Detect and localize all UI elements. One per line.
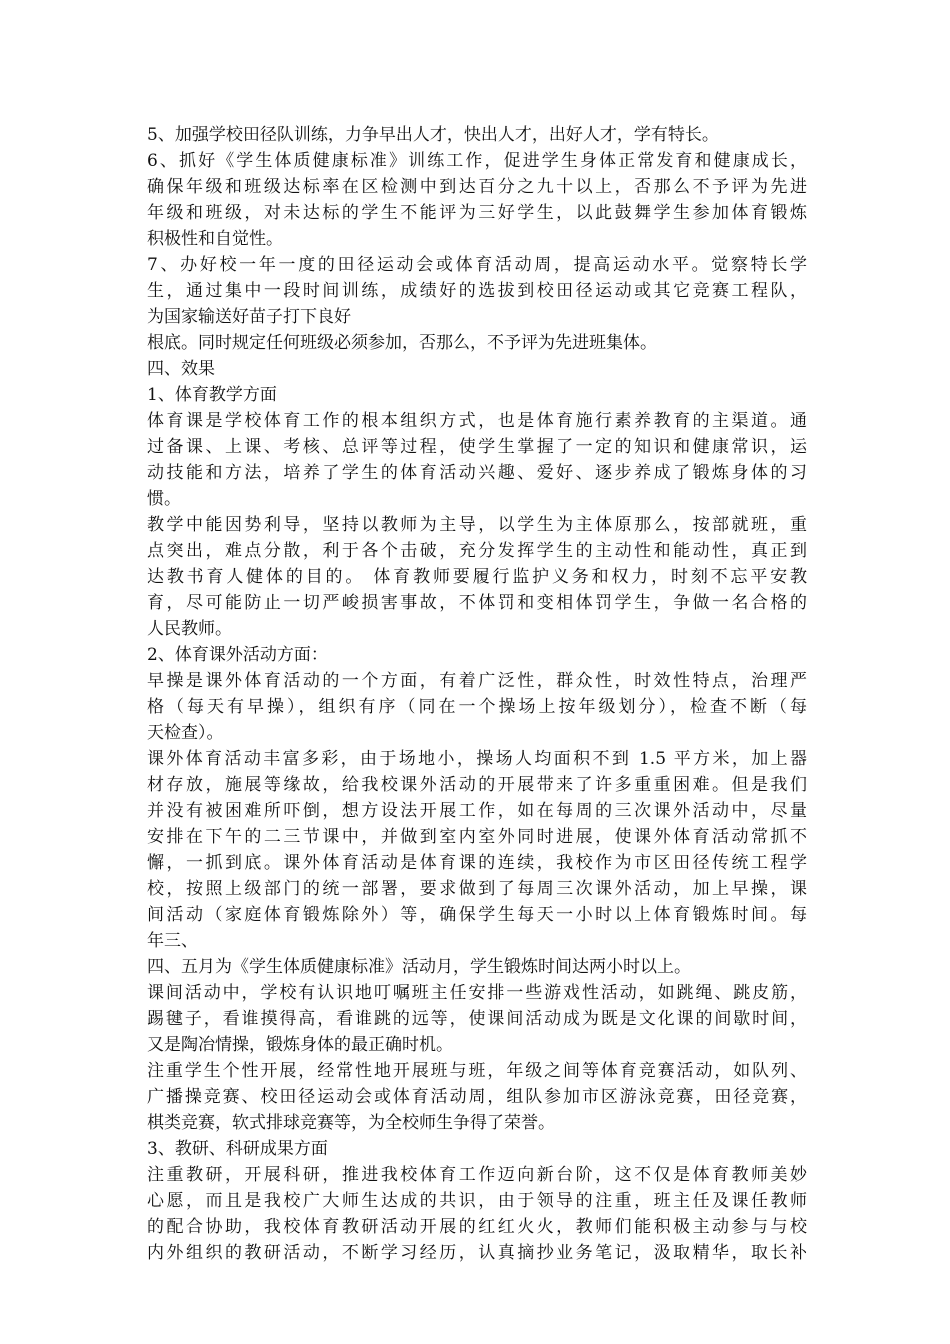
text-line: 为国家输送好苗子打下良好 [147,307,351,327]
text-line: 达教书育人健体的目的。 体育教师要履行监护义务和权力，时刻不忘平安教 [147,567,807,587]
text-line: 点突出，难点分散，利于各个击破，充分发挥学生的主动性和能动性，真正到 [147,541,807,561]
text-line: 内外组织的教研活动，不断学习经历，认真摘抄业务笔记，汲取精华，取长补 [147,1243,807,1263]
text-line: 惯。 [147,489,181,509]
text-line: 并没有被困难所吓倒，想方设法开展工作，如在每周的三次课外活动中，尽量 [147,801,807,821]
text-line: 3、教研、科研成果方面 [147,1139,328,1159]
text-line: 确保年级和班级达标率在区检测中到达百分之九十以上，否那么不予评为先进 [147,177,807,197]
text-line: 又是陶冶情操，锻炼身体的最正确时机。 [147,1035,453,1055]
text-line: 格（每天有早操），组织有序（同在一个操场上按年级划分），检查不断（每 [147,697,807,717]
text-line: 注重教研，开展科研，推进我校体育工作迈向新台阶，这不仅是体育教师美妙 [147,1165,807,1185]
text-line: 教学中能因势利导，坚持以教师为主导，以学生为主体原那么，按部就班，重 [147,515,807,535]
text-line: 心愿，而且是我校广大师生达成的共识，由于领导的注重，班主任及课任教师 [147,1191,807,1211]
text-line: 注重学生个性开展，经常性地开展班与班，年级之间等体育竞赛活动，如队列、 [147,1061,807,1081]
text-line: 安排在下午的二三节课中，并做到室内室外同时进展，使课外体育活动常抓不 [147,827,807,847]
text-line: 广播操竞赛、校田径运动会或体育活动周，组队参加市区游泳竞赛，田径竞赛， [147,1087,807,1107]
text-line: 年级和班级，对未达标的学生不能评为三好学生，以此鼓舞学生参加体育锻炼 [147,203,807,223]
text-line: 课间活动中，学校有认识地叮嘱班主任安排一些游戏性活动，如跳绳、跳皮筋， [147,983,807,1003]
text-line: 四、效果 [147,359,215,379]
text-line: 踢毽子，看谁摸得高，看谁跳的远等，使课间活动成为既是文化课的间歇时间， [147,1009,807,1029]
text-line: 校，按照上级部门的统一部署，要求做到了每周三次课外活动，加上早操，课 [147,879,807,899]
text-line: 懈，一抓到底。课外体育活动是体育课的连续，我校作为市区田径传统工程学 [147,853,807,873]
text-line: 早操是课外体育活动的一个方面，有着广泛性，群众性，时效性特点，治理严 [147,671,807,691]
text-line: 天检查）。 [147,723,224,743]
text-line: 年三、 [147,931,198,951]
text-line: 的配合协助，我校体育教研活动开展的红红火火，教师们能积极主动参与与校 [147,1217,807,1237]
text-line: 5、加强学校田径队训练，力争早出人才，快出人才，出好人才，学有特长。 [147,125,719,145]
text-line: 积极性和自觉性。 [147,229,283,249]
text-line: 2、体育课外活动方面： [147,645,328,665]
text-line: 体育课是学校体育工作的根本组织方式，也是体育施行素养教育的主渠道。通 [147,411,807,431]
text-line: 育，尽可能防止一切严峻损害事故，不体罚和变相体罚学生，争做一名合格的 [147,593,807,613]
text-line: 根底。同时规定任何班级必须参加，否那么，不予评为先进班集体。 [147,333,657,353]
text-line: 生，通过集中一段时间训练，成绩好的选拔到校田径运动或其它竞赛工程队， [147,281,807,301]
text-line: 1、体育教学方面 [147,385,277,405]
text-line: 动技能和方法，培养了学生的体育活动兴趣、爱好、逐步养成了锻炼身体的习 [147,463,807,483]
text-line: 材存放，施展等缘故，给我校课外活动的开展带来了许多重重困难。但是我们 [147,775,807,795]
text-line: 过备课、上课、考核、总评等过程，使学生掌握了一定的知识和健康常识，运 [147,437,807,457]
text-line: 人民教师。 [147,619,232,639]
text-line: 6、抓好《学生体质健康标准》训练工作，促进学生身体正常发育和健康成长， [147,151,807,171]
text-line: 课外体育活动丰富多彩，由于场地小，操场人均面积不到 1.5 平方米，加上器 [147,749,807,769]
document-body [147,122,807,1266]
text-line: 四、五月为《学生体质健康标准》活动月，学生锻炼时间达两小时以上。 [147,957,691,977]
text-line: 7、办好校一年一度的田径运动会或体育活动周，提高运动水平。觉察特长学 [147,255,807,275]
text-line: 棋类竞赛，软式排球竞赛等，为全校师生争得了荣誉。 [147,1113,555,1133]
text-line: 间活动（家庭体育锻炼除外）等，确保学生每天一小时以上体育锻炼时间。每 [147,905,807,925]
